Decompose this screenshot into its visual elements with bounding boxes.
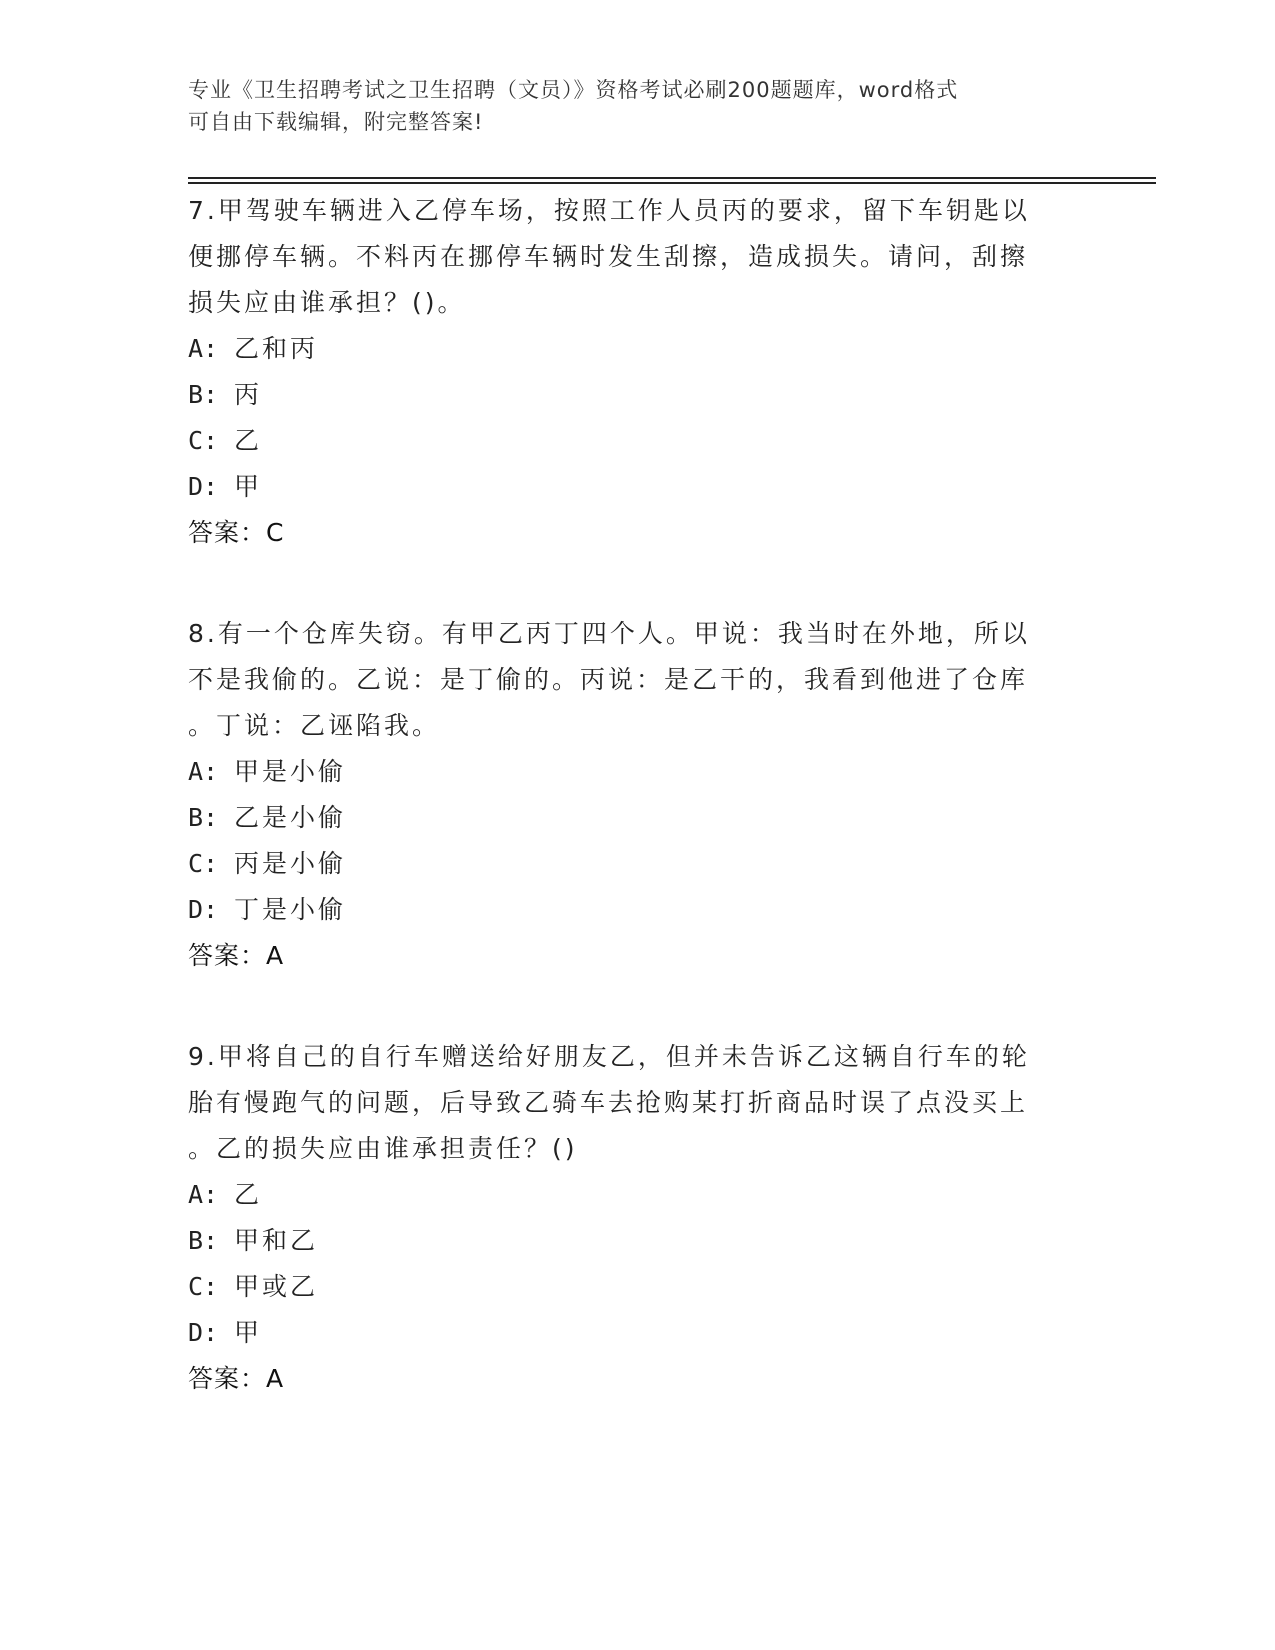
option-letter: D: — [188, 1318, 219, 1347]
option-text: 乙 — [234, 426, 263, 455]
option-text: 甲和乙 — [234, 1226, 319, 1255]
option-letter: C: — [188, 849, 219, 878]
document-header — [188, 74, 1068, 138]
option-text: 乙 — [234, 1180, 263, 1209]
option-text: 丙是小偷 — [234, 849, 347, 878]
stem-line: 不是我偷的。乙说：是丁偷的。丙说：是乙干的，我看到他进了仓库 — [188, 665, 1029, 694]
stem-line: 便挪停车辆。不料丙在挪停车辆时发生刮擦，造成损失。请问，刮擦 — [188, 242, 1029, 271]
header-divider-top — [188, 177, 1156, 179]
option-letter: C: — [188, 426, 219, 455]
option-letter: A: — [188, 1180, 219, 1209]
header-title-line-1: 专业《卫生招聘考试之卫生招聘（文员）》资格考试必刷200题题库，word格式 — [188, 78, 959, 102]
option-b — [188, 372, 1088, 418]
option-b — [188, 795, 1088, 841]
stem-line: 。乙的损失应由谁承担责任？() — [188, 1134, 578, 1163]
stem-line: 。丁说：乙诬陷我。 — [188, 711, 441, 740]
option-d — [188, 1310, 1088, 1356]
stem-line: 7.甲驾驶车辆进入乙停车场，按照工作人员丙的要求，留下车钥匙以 — [188, 196, 1030, 225]
question-8 — [188, 611, 1088, 979]
option-a — [188, 326, 1088, 372]
option-text: 丁是小偷 — [234, 895, 347, 924]
question-stem — [188, 188, 1088, 326]
option-text: 乙和丙 — [234, 334, 319, 363]
header-divider-bottom — [188, 182, 1156, 184]
option-a — [188, 1172, 1088, 1218]
question-stem — [188, 611, 1088, 749]
option-letter: D: — [188, 472, 219, 501]
option-text: 甲或乙 — [234, 1272, 319, 1301]
stem-line: 胎有慢跑气的问题，后导致乙骑车去抢购某打折商品时误了点没买上 — [188, 1088, 1029, 1117]
option-text: 甲 — [234, 1318, 263, 1347]
option-letter: A: — [188, 334, 219, 363]
stem-line: 8.有一个仓库失窃。有甲乙丙丁四个人。甲说：我当时在外地，所以 — [188, 619, 1030, 648]
option-a — [188, 749, 1088, 795]
option-letter: B: — [188, 803, 219, 832]
stem-line: 损失应由谁承担？()。 — [188, 288, 466, 317]
option-text: 丙 — [234, 380, 263, 409]
answer-line: 答案：C — [188, 518, 285, 547]
option-text: 乙是小偷 — [234, 803, 347, 832]
option-letter: A: — [188, 757, 219, 786]
option-d — [188, 464, 1088, 510]
header-title-line-2: 可自由下载编辑，附完整答案! — [188, 110, 484, 134]
option-letter: D: — [188, 895, 219, 924]
question-9 — [188, 1034, 1088, 1402]
option-letter: C: — [188, 1272, 219, 1301]
option-d — [188, 887, 1088, 933]
option-text: 甲是小偷 — [234, 757, 347, 786]
option-c — [188, 1264, 1088, 1310]
option-text: 甲 — [234, 472, 263, 501]
question-7 — [188, 188, 1088, 556]
answer-line: 答案：A — [188, 941, 285, 970]
option-c — [188, 841, 1088, 887]
option-b — [188, 1218, 1088, 1264]
question-list — [188, 188, 1088, 1457]
option-letter: B: — [188, 1226, 219, 1255]
question-stem — [188, 1034, 1088, 1172]
option-letter: B: — [188, 380, 219, 409]
option-c — [188, 418, 1088, 464]
answer-line: 答案：A — [188, 1364, 285, 1393]
stem-line: 9.甲将自己的自行车赠送给好朋友乙，但并未告诉乙这辆自行车的轮 — [188, 1042, 1030, 1071]
